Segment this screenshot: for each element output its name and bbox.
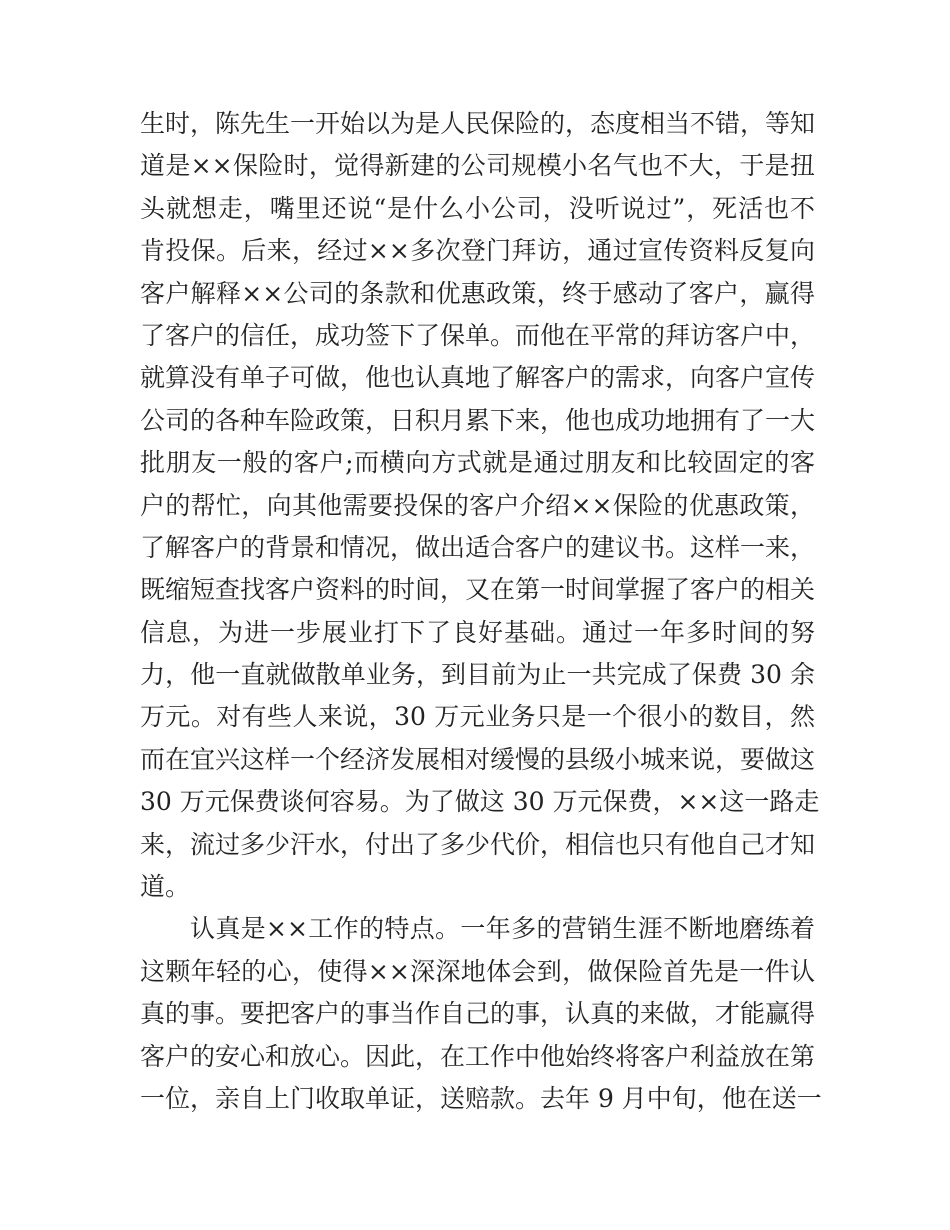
- text-line: 而在宜兴这样一个经济发展相对缓慢的县级小城来说，要做这: [140, 744, 816, 774]
- document-body: [140, 103, 822, 1120]
- text-line: 了解客户的背景和情况，做出适合客户的建议书。这样一来，: [140, 532, 816, 562]
- text-line: 户的帮忙，向其他需要投保的客户介绍××保险的优惠政策，: [140, 490, 815, 520]
- text-line: 来，流过多少汗水，付出了多少代价，相信也只有他自己才知: [140, 829, 816, 859]
- text-line: 认真是××工作的特点。一年多的营销生涯不断地磨练着: [190, 914, 815, 944]
- text-line: 30 万元保费谈何容易。为了做这 30 万元保费，××这一路走: [140, 787, 820, 817]
- text-line: 万元。对有些人来说，30 万元业务只是一个很小的数目，然: [140, 702, 815, 732]
- text-line: 头就想走，嘴里还说“是什么小公司，没听说过”，死活也不: [140, 193, 815, 223]
- text-line: 生时，陈先生一开始以为是人民保险的，态度相当不错，等知: [140, 109, 816, 138]
- text-line: 道是××保险时，觉得新建的公司规模小名气也不大，于是扭: [140, 151, 815, 181]
- text-line: 信息，为进一步展业打下了良好基础。通过一年多时间的努: [140, 617, 815, 647]
- text-line: 公司的各种车险政策，日积月累下来，他也成功地拥有了一大: [140, 405, 816, 435]
- text-line: 了客户的信任，成功签下了保单。而他在平常的拜访客户中，: [140, 320, 816, 350]
- text-line: 就算没有单子可做，他也认真地了解客户的需求，向客户宣传: [140, 363, 816, 393]
- text-line: 一位，亲自上门收取单证，送赔款。去年 9 月中旬，他在送一: [140, 1083, 822, 1113]
- text-line: 这颗年轻的心，使得××深深地体会到，做保险首先是一件认: [140, 956, 815, 986]
- text-line: 客户解释××公司的条款和优惠政策，终于感动了客户，赢得: [140, 278, 815, 308]
- text-line: 道。: [140, 872, 191, 902]
- text-line: 既缩短查找客户资料的时间，又在第一时间掌握了客户的相关: [140, 575, 816, 605]
- text-line: 客户的安心和放心。因此，在工作中他始终将客户利益放在第: [140, 1041, 816, 1071]
- text-line: 批朋友一般的客户;而横向方式就是通过朋友和比较固定的客: [140, 448, 815, 478]
- text-line: 力，他一直就做散单业务，到目前为止一共完成了保费 30 余: [140, 660, 815, 690]
- text-line: 真的事。要把客户的事当作自己的事，认真的来做，才能赢得: [140, 999, 816, 1029]
- text-line: 肯投保。后来，经过××多次登门拜访，通过宣传资料反复向: [140, 236, 815, 266]
